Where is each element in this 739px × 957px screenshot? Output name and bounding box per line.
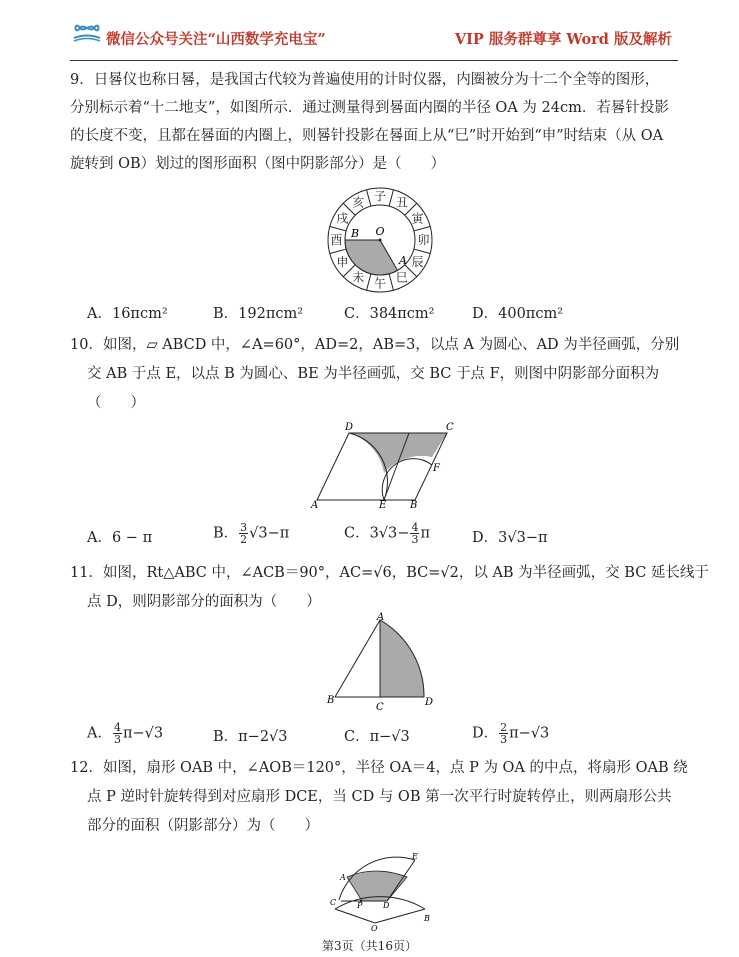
q10-parallelogram-figure bbox=[305, 420, 465, 512]
sundial-spoke bbox=[414, 249, 430, 253]
q11-label-c: C bbox=[376, 702, 384, 712]
q11-option-b: B．π−2√3 bbox=[213, 729, 288, 745]
book-infinity-logo-icon bbox=[70, 16, 104, 44]
sundial-spoke bbox=[367, 190, 371, 206]
q12-label-b: B bbox=[424, 914, 430, 923]
page-header bbox=[70, 10, 678, 62]
q11-label-d: D bbox=[425, 697, 434, 708]
q12-label-p: P bbox=[357, 901, 363, 910]
q10-label-e: E bbox=[379, 500, 387, 511]
page-footer: 第3页（共16页） bbox=[322, 939, 417, 953]
q11-option-a: A． $\frac{4}{3}$ π−√3 bbox=[87, 721, 164, 746]
q12-label-o: O bbox=[371, 924, 378, 933]
q12-label-c: C bbox=[330, 898, 337, 907]
q10-option-c: C．3√3− $\frac{4}{3}$ π bbox=[344, 521, 430, 546]
center-point-o bbox=[379, 239, 382, 242]
sundial-branch-label: 巳 bbox=[395, 270, 408, 285]
sundial-branch-label: 未 bbox=[352, 270, 365, 285]
q10-line-2: 交 AB 于点 E，以点 B 为圆心、BE 为半径画弧，交 BC 于点 F，则图中阴影部分面积为 bbox=[87, 366, 660, 382]
q12-sector-figure bbox=[325, 845, 440, 933]
q9-line-3: 的长度不变，且都在晷面的内圈上，则晷针投影在晷面上从“巳”时开始到“申”时结束（从 OA bbox=[70, 128, 664, 144]
sundial-spoke bbox=[389, 190, 393, 206]
q10-option-a: A．6 − π bbox=[87, 530, 153, 546]
q9-option-d: D．400πcm² bbox=[472, 306, 564, 322]
q10-label-a: A bbox=[311, 500, 319, 511]
sundial-spoke bbox=[330, 227, 346, 231]
q9-line-4: 旋转到 OB）划过的图形面积（图中阴影部分）是（ ） bbox=[70, 156, 446, 172]
q12-label-a: A bbox=[340, 873, 346, 882]
q12-line-2: 点 P 逆时针旋转得到对应扇形 DCE，当 CD 与 OB 第一次平行时旋转停止，则两扇形公共 bbox=[87, 789, 672, 805]
sundial-branch-label: 亥 bbox=[352, 195, 365, 210]
sundial-branch-label: 卯 bbox=[417, 233, 430, 247]
sundial-spoke bbox=[367, 274, 371, 290]
header-divider bbox=[70, 60, 678, 61]
q10-label-b: B bbox=[410, 500, 418, 511]
q11-label-a: A bbox=[377, 612, 385, 623]
q10-label-f: F bbox=[433, 463, 440, 474]
q11-triangle-figure bbox=[325, 612, 440, 712]
q10-label-c: C bbox=[446, 422, 454, 433]
sundial-spoke bbox=[330, 249, 346, 253]
q9-option-c: C．384πcm² bbox=[344, 306, 435, 322]
q10-line-3: （ ） bbox=[87, 395, 145, 411]
q11-label-b: B bbox=[327, 695, 335, 706]
header-left-text: 微信公众号关注“山西数学充电宝” bbox=[106, 31, 326, 48]
q12-label-e: E bbox=[412, 852, 418, 861]
header-right-text: VIP 服务群尊享 Word 版及解析 bbox=[454, 31, 672, 48]
q11-line-1: 11．如图，Rt△ABC 中，∠ACB＝90°，AC=√6，BC=√2，以 AB 为半径画弧，交 BC 延长线于 bbox=[70, 565, 709, 581]
q9-sundial-figure bbox=[320, 185, 440, 295]
q9-label-b: B bbox=[351, 227, 360, 240]
sundial-branch-label: 辰 bbox=[411, 254, 424, 269]
sundial-branch-label: 酉 bbox=[330, 233, 343, 247]
sundial-branch-label: 申 bbox=[336, 254, 349, 269]
sundial-branch-label: 子 bbox=[373, 189, 387, 204]
q9-label-a: A bbox=[399, 254, 407, 267]
q9-line-1: 9．日晷仪也称日晷，是我国古代较为普遍使用的计时仪器，内圈被分为十二个全等的图形， bbox=[70, 72, 660, 88]
sundial-branch-label: 丑 bbox=[395, 195, 408, 210]
sundial-spoke bbox=[389, 274, 393, 290]
q12-label-d: D bbox=[383, 901, 390, 910]
sundial-branch-label: 戌 bbox=[336, 211, 349, 226]
q9-option-a: A．16πcm² bbox=[87, 306, 168, 322]
q9-line-2: 分别标示着“十二地支”，如图所示．通过测量得到晷面内圈的半径 OA 为 24cm．若晷针投影 bbox=[70, 100, 669, 116]
sundial-branch-label: 寅 bbox=[411, 211, 424, 226]
sundial-branch-label: 午 bbox=[373, 276, 387, 291]
q9-option-b: B．192πcm² bbox=[213, 306, 304, 322]
q11-option-c: C．π−√3 bbox=[344, 729, 410, 745]
q11-option-d: D． $\frac{2}{3}$ π−√3 bbox=[472, 721, 550, 746]
sundial-spoke bbox=[414, 227, 430, 231]
q12-line-1: 12．如图，扇形 OAB 中，∠AOB＝120°，半径 OA＝4，点 P 为 OA 的中点，将扇形 OAB 绕 bbox=[70, 760, 688, 776]
q10-option-b: B． $\frac{3}{2}$ √3−π bbox=[213, 521, 290, 546]
q10-option-d: D．3√3−π bbox=[472, 530, 548, 546]
q9-label-o: O bbox=[375, 225, 385, 238]
q10-label-d: D bbox=[345, 422, 354, 433]
q11-line-2: 点 D，则阴影部分的面积为（ ） bbox=[87, 594, 321, 610]
q12-line-3: 部分的面积（阴影部分）为（ ） bbox=[87, 818, 319, 834]
q10-line-1: 10．如图，▱ ABCD 中，∠A=60°，AD=2，AB=3，以点 A 为圆心、AD 为半径画弧，分别 bbox=[70, 337, 680, 353]
